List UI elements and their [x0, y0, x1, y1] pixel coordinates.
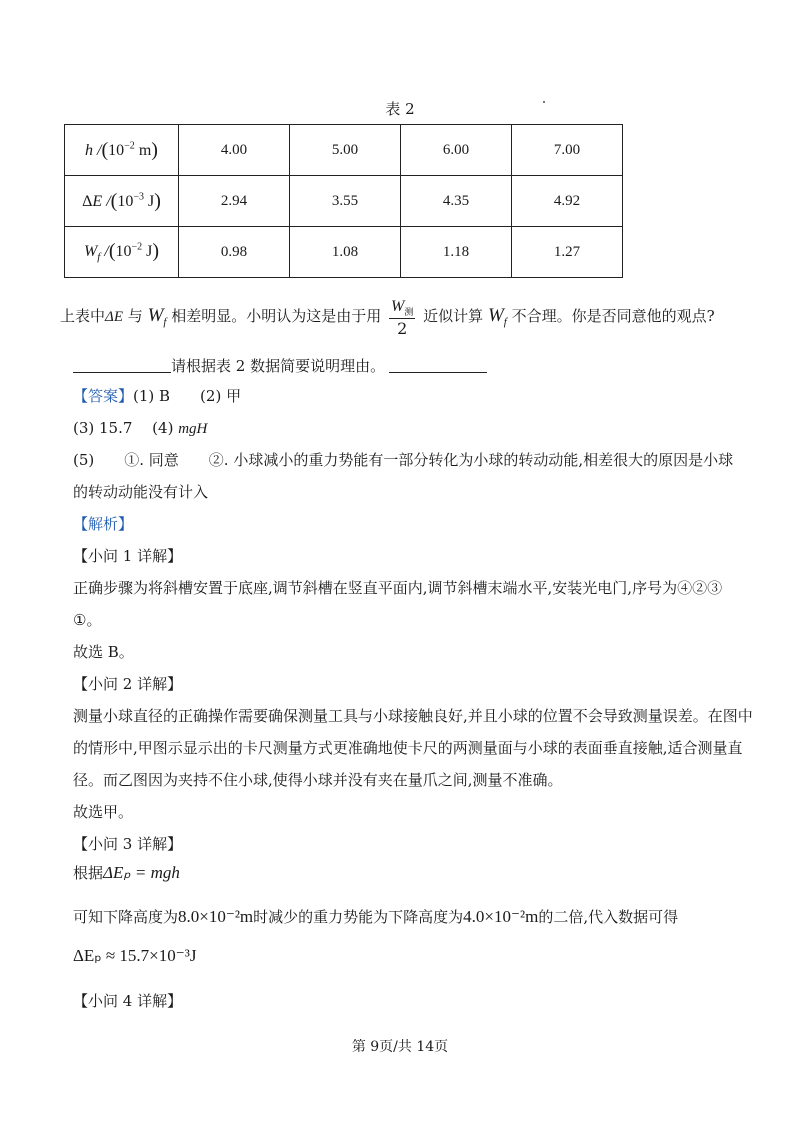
question-line-1: 上表中ΔE 与 $W_f$ 相差明显。小明认为这是由于用 $\frac{W_测}{2}$ 近似计算 $W_f$ 不合理。你是否同意他的观点? — [60, 298, 715, 339]
section-heading: 【小问 1 详解】 — [73, 547, 183, 565]
table-cell: 2.94 — [179, 176, 290, 227]
table-cell: 4.00 — [179, 125, 290, 176]
paragraph-line: 故选 B。 — [73, 643, 134, 661]
paragraph-line: ①。 — [73, 611, 102, 629]
table-row — [65, 176, 623, 227]
section-heading: 【小问 2 详解】 — [73, 675, 183, 693]
row-header-h: h $/(10^{-2}$ m) — [65, 125, 179, 176]
table-cell: 6.00 — [401, 125, 512, 176]
page-number: 第 9页/共 14页 — [351, 1039, 449, 1055]
answer-line-3: (5) ①. 同意 ②. 小球减小的重力势能有一部分转化为小球的转动动能,相差很大的原因是小球 — [73, 451, 734, 469]
table-row — [65, 227, 623, 278]
formula-line: ΔEₚ ≈ 15.7×10⁻³J — [73, 946, 197, 965]
row-header-delta-e: ΔE $/(10^{-3}$ J) — [65, 176, 179, 227]
answer-blank — [73, 356, 171, 373]
paragraph-line: 测量小球直径的正确操作需要确保测量工具与小球接触良好,并且小球的位置不会导致测量误差。在图中 — [73, 707, 753, 725]
table-cell: 4.35 — [401, 176, 512, 227]
answer-blank — [389, 356, 487, 373]
paragraph-line: 的情形中,甲图示显示出的卡尺测量方式更准确地使卡尺的两测量面与小球的表面垂直接触,适合测量直 — [73, 739, 743, 757]
section-heading: 【小问 3 详解】 — [73, 835, 183, 853]
table-row — [65, 125, 623, 176]
fraction: $\frac{W_测}{2}$ — [391, 298, 414, 339]
table-cell: 0.98 — [179, 227, 290, 278]
answer-line-4: 的转动动能没有计入 — [73, 483, 209, 501]
table-cell: 4.92 — [512, 176, 623, 227]
answer-line-2: (3) 15.7 (4) mgH — [73, 419, 208, 437]
table-cell: 1.08 — [290, 227, 401, 278]
analysis-label: 【解析】 — [73, 515, 134, 533]
table-caption: 表 2 — [385, 100, 415, 118]
question-line-2: 请根据表 2 数据简要说明理由。 — [73, 355, 487, 376]
wf-symbol: W — [487, 305, 504, 327]
paragraph-line: 径。而乙图因为夹持不住小球,使得小球并没有夹在量爪之间,测量不准确。 — [73, 771, 563, 789]
answer-label: 【答案】 — [73, 387, 134, 405]
formula-line: 根据ΔEₚ = mgh — [73, 863, 180, 882]
section-heading: 【小问 4 详解】 — [73, 992, 183, 1010]
data-table — [64, 124, 623, 278]
paragraph-line: 正确步骤为将斜槽安置于底座,调节斜槽在竖直平面内,调节斜槽末端水平,安装光电门,序号为④②③ — [73, 579, 723, 597]
table-cell: 3.55 — [290, 176, 401, 227]
table-cell: 1.27 — [512, 227, 623, 278]
answer-line-1: 【答案】(1) B (2) 甲 — [73, 387, 242, 405]
table-cell: 5.00 — [290, 125, 401, 176]
paragraph-line: 故选甲。 — [73, 803, 134, 821]
row-header-wf: $W_f$ $/(10^{-2}$ J) — [65, 227, 179, 278]
table-cell: 1.18 — [401, 227, 512, 278]
paragraph-line: 可知下降高度为8.0×10⁻²m时减少的重力势能为下降高度为4.0×10⁻²m的二倍,代入数据可得 — [73, 907, 679, 926]
table-cell: 7.00 — [512, 125, 623, 176]
